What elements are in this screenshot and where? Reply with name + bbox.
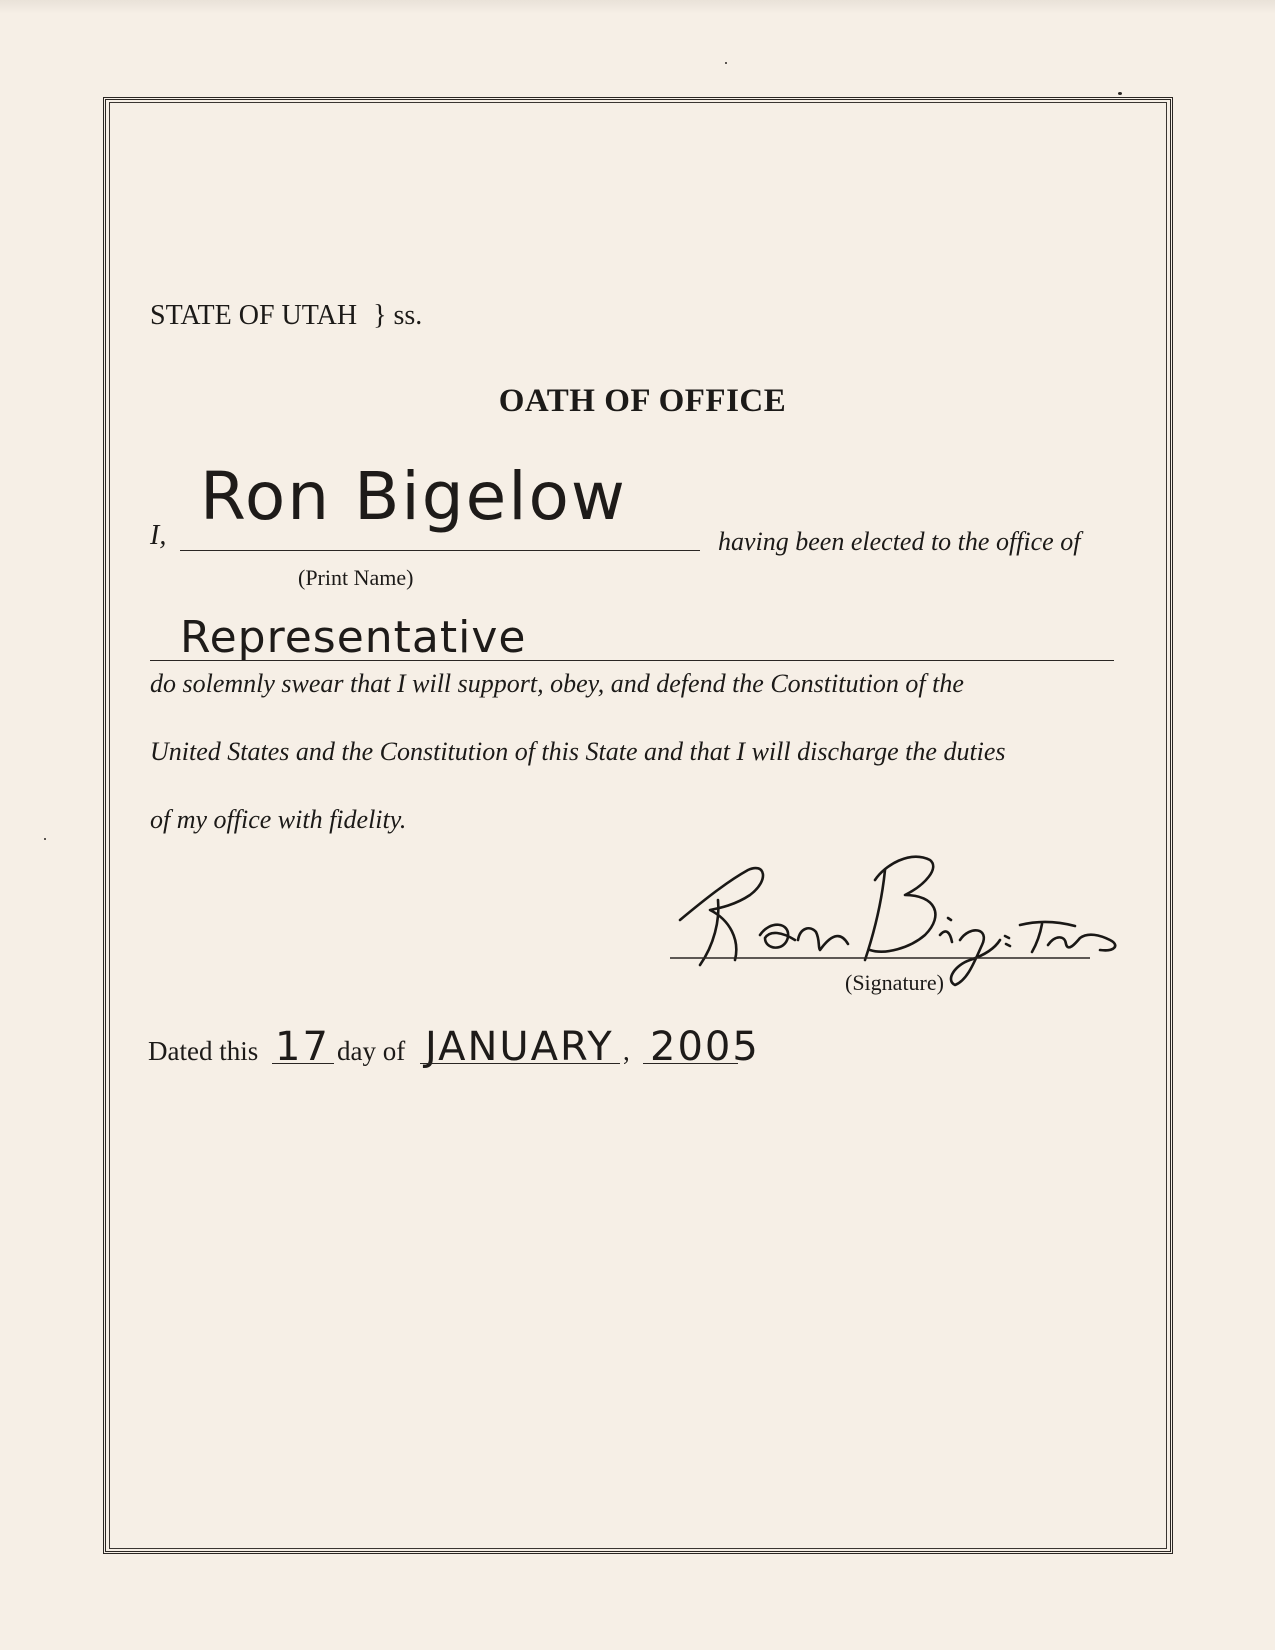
signature-image	[670, 840, 1140, 990]
state-name: STATE OF UTAH	[150, 300, 358, 331]
office-underline	[150, 660, 1114, 661]
month-underline	[420, 1063, 620, 1064]
paper-speck	[44, 838, 46, 840]
date-comma: ,	[623, 1036, 630, 1066]
oath-line-3: of my office with fidelity.	[150, 805, 407, 834]
day-underline	[272, 1063, 334, 1064]
elected-text: having been elected to the office of	[718, 527, 1081, 556]
day-handwritten: 17	[275, 1024, 330, 1070]
printed-name-handwritten: Ron Bigelow	[200, 458, 627, 535]
paper-speck	[725, 62, 727, 64]
oath-line-2: United States and the Constitution of this State and that I will discharge the duties	[150, 737, 1006, 766]
page-edge-shadow	[0, 0, 1275, 14]
pronoun: I,	[150, 520, 167, 551]
name-underline	[180, 550, 700, 551]
state-line	[150, 300, 422, 332]
oath-line-1: do solemnly swear that I will support, obey, and defend the Constitution of the	[150, 669, 964, 698]
print-name-label: (Print Name)	[298, 565, 414, 590]
office-handwritten: Representative	[180, 612, 527, 663]
year-handwritten: 2005	[650, 1024, 760, 1070]
state-suffix: } ss.	[373, 300, 423, 331]
signature-label: (Signature)	[845, 970, 944, 995]
page-title: OATH OF OFFICE	[498, 383, 787, 419]
year-underline	[643, 1063, 738, 1064]
day-of-label: day of	[337, 1036, 406, 1066]
month-handwritten: JANUARY	[425, 1024, 614, 1070]
dated-prefix: Dated this	[148, 1036, 259, 1066]
paper-speck	[1118, 92, 1122, 95]
